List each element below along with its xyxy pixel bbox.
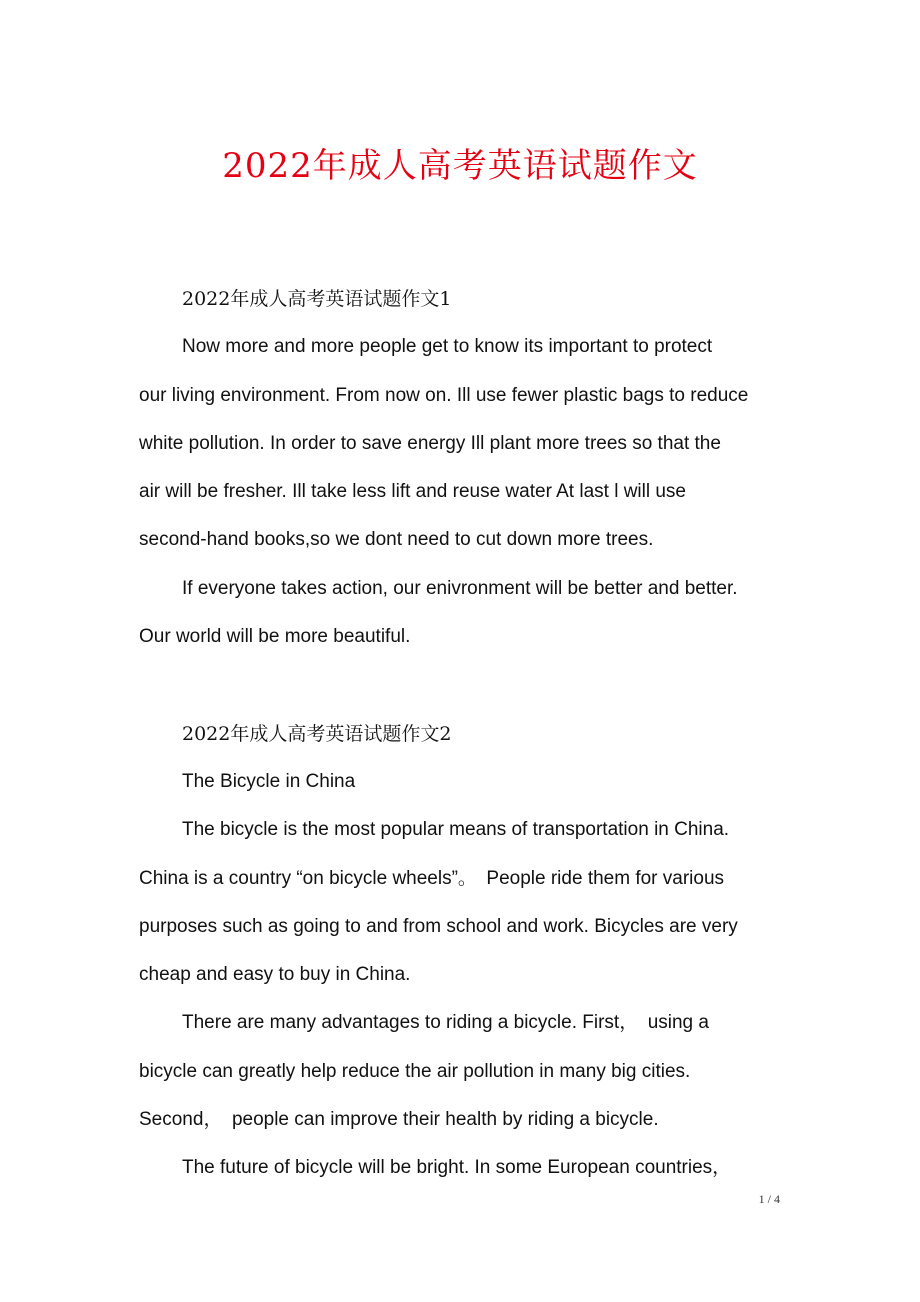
paragraph-line: There are many advantages to riding a bicycle. First， using a	[182, 1012, 709, 1034]
paragraph-line: Second， people can improve their health by riding a bicycle.	[139, 1109, 659, 1131]
document-title: 2022年成人高考英语试题作文	[222, 146, 698, 186]
paragraph-line: Now more and more people get to know its important to protect	[182, 336, 713, 358]
paragraph-line: China is a country “on bicycle wheels”。 People ride them for various	[139, 867, 725, 889]
paragraph-line: Our world will be more beautiful.	[139, 626, 411, 648]
paragraph-line: white pollution. In order to save energy Ill plant more trees so that the	[139, 432, 721, 454]
section-heading-1: 2022年成人高考英语试题作文1	[182, 288, 452, 310]
essay-subtitle: The Bicycle in China	[182, 770, 356, 792]
paragraph-line: purposes such as going to and from school and work. Bicycles are very	[139, 915, 738, 937]
paragraph-line: air will be fresher. Ill take less lift and reuse water At last l will use	[139, 481, 687, 503]
paragraph-line: If everyone takes action, our enivronment will be better and better.	[182, 577, 738, 599]
section-heading-2: 2022年成人高考英语试题作文2	[182, 722, 452, 745]
paragraph-line: our living environment. From now on. Ill use fewer plastic bags to reduce	[139, 384, 749, 406]
paragraph-line: The future of bicycle will be bright. In some European countries，	[182, 1157, 732, 1179]
paragraph-line: The bicycle is the most popular means of transportation in China.	[182, 819, 730, 841]
section-gap	[139, 661, 784, 709]
page-number: 1 / 4	[758, 1192, 780, 1206]
document-body	[139, 275, 784, 1193]
paragraph-line: bicycle can greatly help reduce the air pollution in many big cities.	[139, 1060, 691, 1082]
paragraph-line: second-hand books,so we dont need to cut down more trees.	[139, 529, 654, 551]
paragraph-line: cheap and easy to buy in China.	[139, 964, 411, 986]
